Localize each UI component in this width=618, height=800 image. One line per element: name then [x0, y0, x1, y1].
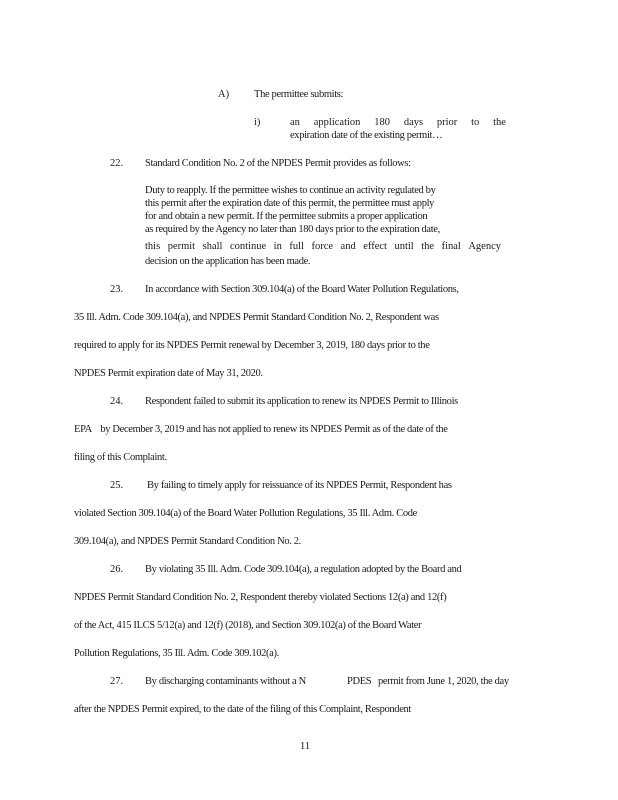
paragraph-number-27: 27. [110, 676, 124, 687]
paragraph-line: violated Section 309.104(a) of the Board Water Pollution Regulations, 35 Ill. Adm. Code [74, 508, 417, 519]
word: until [394, 241, 414, 252]
word: application [313, 117, 361, 128]
word: permit [167, 241, 196, 252]
item-label: i) [254, 117, 261, 128]
item-line-1 [290, 116, 506, 129]
word: effect [363, 241, 387, 252]
paragraph-number-23: 23. [110, 284, 124, 295]
word: force [311, 241, 334, 252]
paragraph-line: required to apply for its NPDES Permit renewal by December 3, 2019, 180 days prior to the [74, 340, 430, 351]
paragraph-line: filing of this Complaint. [74, 452, 167, 463]
word: the [421, 241, 435, 252]
word: Agency [468, 241, 501, 252]
paragraph-line: EPA by December 3, 2019 and has not applied to renew its NPDES Permit as of the date of the [74, 424, 448, 435]
word: continue [229, 241, 267, 252]
word: full [289, 241, 304, 252]
paragraph-number-25: 25. [110, 480, 124, 491]
quote-line: for and obtain a new permit. If the permittee submits a proper application [145, 211, 428, 222]
subclause-text: The permittee submits: [254, 89, 344, 100]
paragraph-line: By violating 35 Ill. Adm. Code 309.104(a), a regulation adopted by the Board and [145, 564, 462, 575]
word: to [471, 117, 480, 128]
word: in [273, 241, 282, 252]
paragraph-number-24: 24. [110, 396, 124, 407]
subclause-label: A) [218, 89, 230, 100]
paragraph-22-lead: Standard Condition No. 2 of the NPDES Permit provides as follows: [145, 158, 411, 169]
paragraph-line: of the Act, 415 ILCS 5/12(a) and 12(f) (2018), and Section 309.102(a) of the Board Water [74, 620, 422, 631]
quote-line: decision on the application has been made. [145, 256, 311, 267]
paragraph-line-fragment: permit from June 1, 2020, the day [378, 676, 509, 687]
paragraph-line-fragment: PDES [347, 676, 372, 687]
paragraph-line: NPDES Permit expiration date of May 31, 2020. [74, 368, 263, 379]
paragraph-line: NPDES Permit Standard Condition No. 2, Respondent thereby violated Sections 12(a) and 12(f) [74, 592, 447, 603]
item-line-2: expiration date of the existing permit… [290, 130, 443, 141]
paragraph-line: Respondent failed to submit its application to renew its NPDES Permit to Illinois [145, 396, 458, 407]
paragraph-line: By failing to timely apply for reissuance of its NPDES Permit, Respondent has [147, 480, 452, 491]
word: an [290, 117, 300, 128]
paragraph-number-26: 26. [110, 564, 124, 575]
quote-line: Duty to reapply. If the permittee wishes to continue an activity regulated by [145, 185, 436, 196]
word: final [441, 241, 461, 252]
word: shall [202, 241, 223, 252]
paragraph-number-22: 22. [110, 158, 124, 169]
word: days [403, 117, 424, 128]
paragraph-line-fragment: By discharging contaminants without a N [145, 676, 306, 687]
quote-line-justified [145, 240, 501, 253]
page-number: 11 [300, 741, 311, 752]
quote-line: this permit after the expiration date of this permit, the permittee must apply [145, 198, 435, 209]
word: and [340, 241, 356, 252]
word: the [493, 117, 506, 128]
paragraph-line: In accordance with Section 309.104(a) of the Board Water Pollution Regulations, [145, 284, 459, 295]
word: prior [436, 117, 458, 128]
word: 180 [374, 117, 390, 128]
paragraph-line: 309.104(a), and NPDES Permit Standard Condition No. 2. [74, 536, 301, 547]
paragraph-line: Pollution Regulations, 35 Ill. Adm. Code 309.102(a). [74, 648, 279, 659]
quote-line: as required by the Agency no later than 180 days prior to the expiration date, [145, 224, 440, 235]
paragraph-line: after the NPDES Permit expired, to the date of the filing of this Complaint, Respondent [74, 704, 411, 715]
word: this [145, 241, 161, 252]
paragraph-line: 35 Ill. Adm. Code 309.104(a), and NPDES Permit Standard Condition No. 2, Respondent was [74, 312, 439, 323]
